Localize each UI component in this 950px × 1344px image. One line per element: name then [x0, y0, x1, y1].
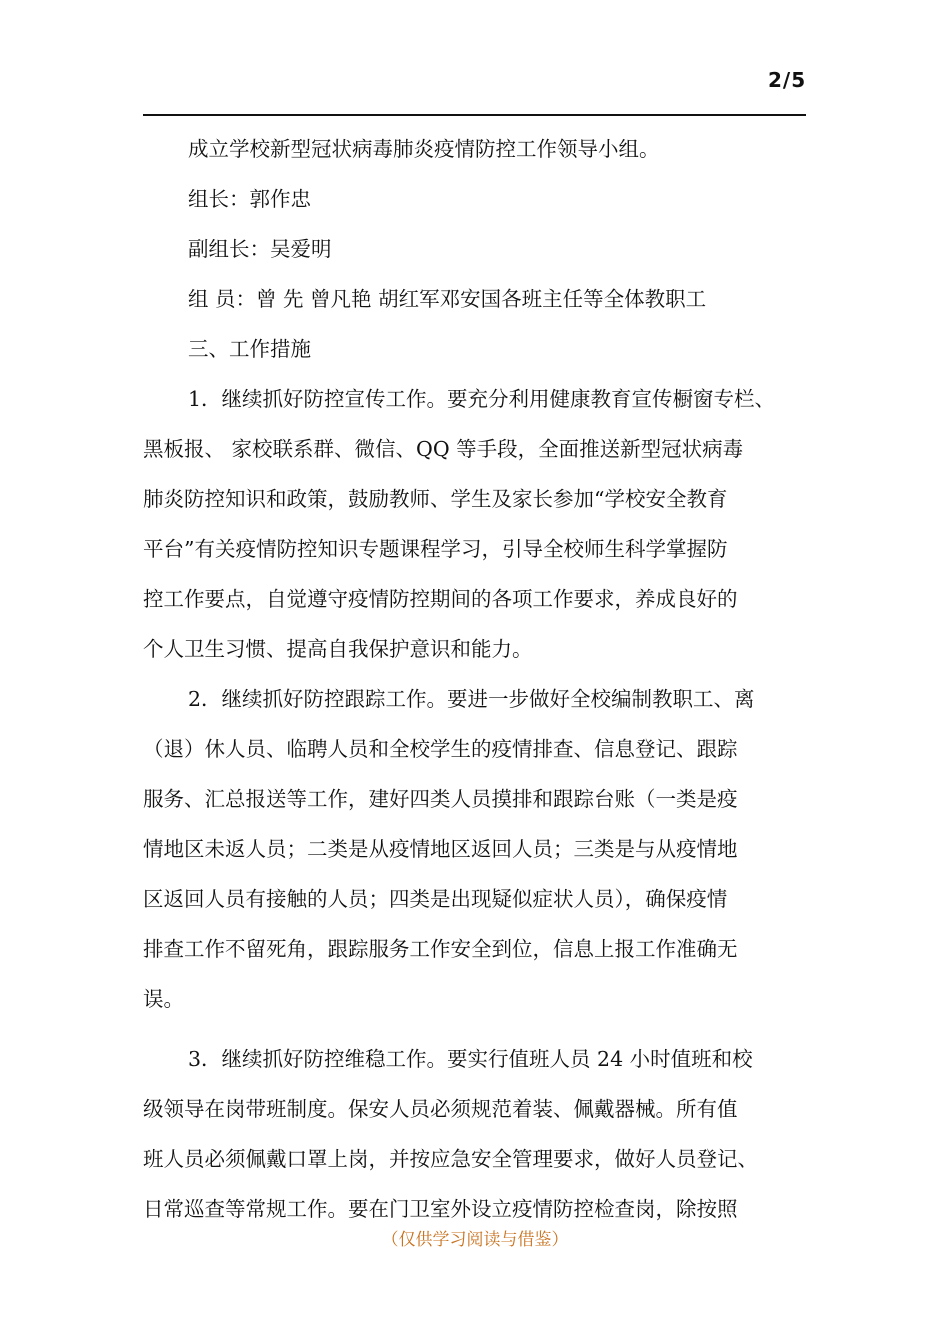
paragraph-line: 个人卫生习惯、提高自我保护意识和能力。	[143, 637, 533, 661]
paragraph-line: 级领导在岗带班制度。保安人员必须规范着装、佩戴器械。所有值	[143, 1097, 738, 1121]
paragraph-line: 班人员必须佩戴口罩上岗，并按应急安全管理要求，做好人员登记、	[143, 1147, 758, 1171]
footer-note: （仅供学习阅读与借鉴）	[381, 1230, 569, 1250]
paragraph-line: （退）休人员、临聘人员和全校学生的疫情排查、信息登记、跟踪	[143, 737, 738, 761]
section-heading: 三、工作措施	[188, 337, 311, 361]
paragraph-line: 误。	[143, 987, 184, 1011]
header-rule	[143, 114, 806, 116]
paragraph-line: 区返回人员有接触的人员；四类是出现疑似症状人员），确保疫情	[143, 887, 728, 911]
paragraph-line: 2．继续抓好防控跟踪工作。要进一步做好全校编制教职工、离	[188, 687, 755, 711]
paragraph-line: 排查工作不留死角，跟踪服务工作安全到位，信息上报工作准确无	[143, 937, 738, 961]
document-body	[143, 133, 823, 1243]
paragraph-line: 组 员：曾 先 曾凡艳 胡红军邓安国各班主任等全体教职工	[188, 287, 707, 311]
paragraph-line: 控工作要点，自觉遵守疫情防控期间的各项工作要求，养成良好的	[143, 587, 738, 611]
page-number: 2/5	[768, 68, 807, 92]
paragraph-line: 服务、汇总报送等工作，建好四类人员摸排和跟踪台账（一类是疫	[143, 787, 738, 811]
paragraph-line: 1．继续抓好防控宣传工作。要充分利用健康教育宣传橱窗专栏、	[188, 387, 776, 411]
paragraph-line: 成立学校新型冠状病毒肺炎疫情防控工作领导小组。	[188, 137, 660, 161]
paragraph-line: 日常巡查等常规工作。要在门卫室外设立疫情防控检查岗，除按照	[143, 1197, 738, 1221]
paragraph-line: 情地区未返人员；二类是从疫情地区返回人员；三类是与从疫情地	[143, 837, 738, 861]
paragraph-line: 黑板报、 家校联系群、微信、QQ 等手段，全面推送新型冠状病毒	[143, 437, 744, 461]
paragraph-line: 副组长：吴爱明	[188, 237, 332, 261]
paragraph-line: 3．继续抓好防控维稳工作。要实行值班人员 24 小时值班和校	[188, 1047, 753, 1071]
paragraph-line: 组长：郭作忠	[188, 187, 311, 211]
paragraph-line: 平台”有关疫情防控知识专题课程学习，引导全校师生科学掌握防	[143, 537, 728, 561]
paragraph-line: 肺炎防控知识和政策，鼓励教师、学生及家长参加“学校安全教育	[143, 487, 728, 511]
